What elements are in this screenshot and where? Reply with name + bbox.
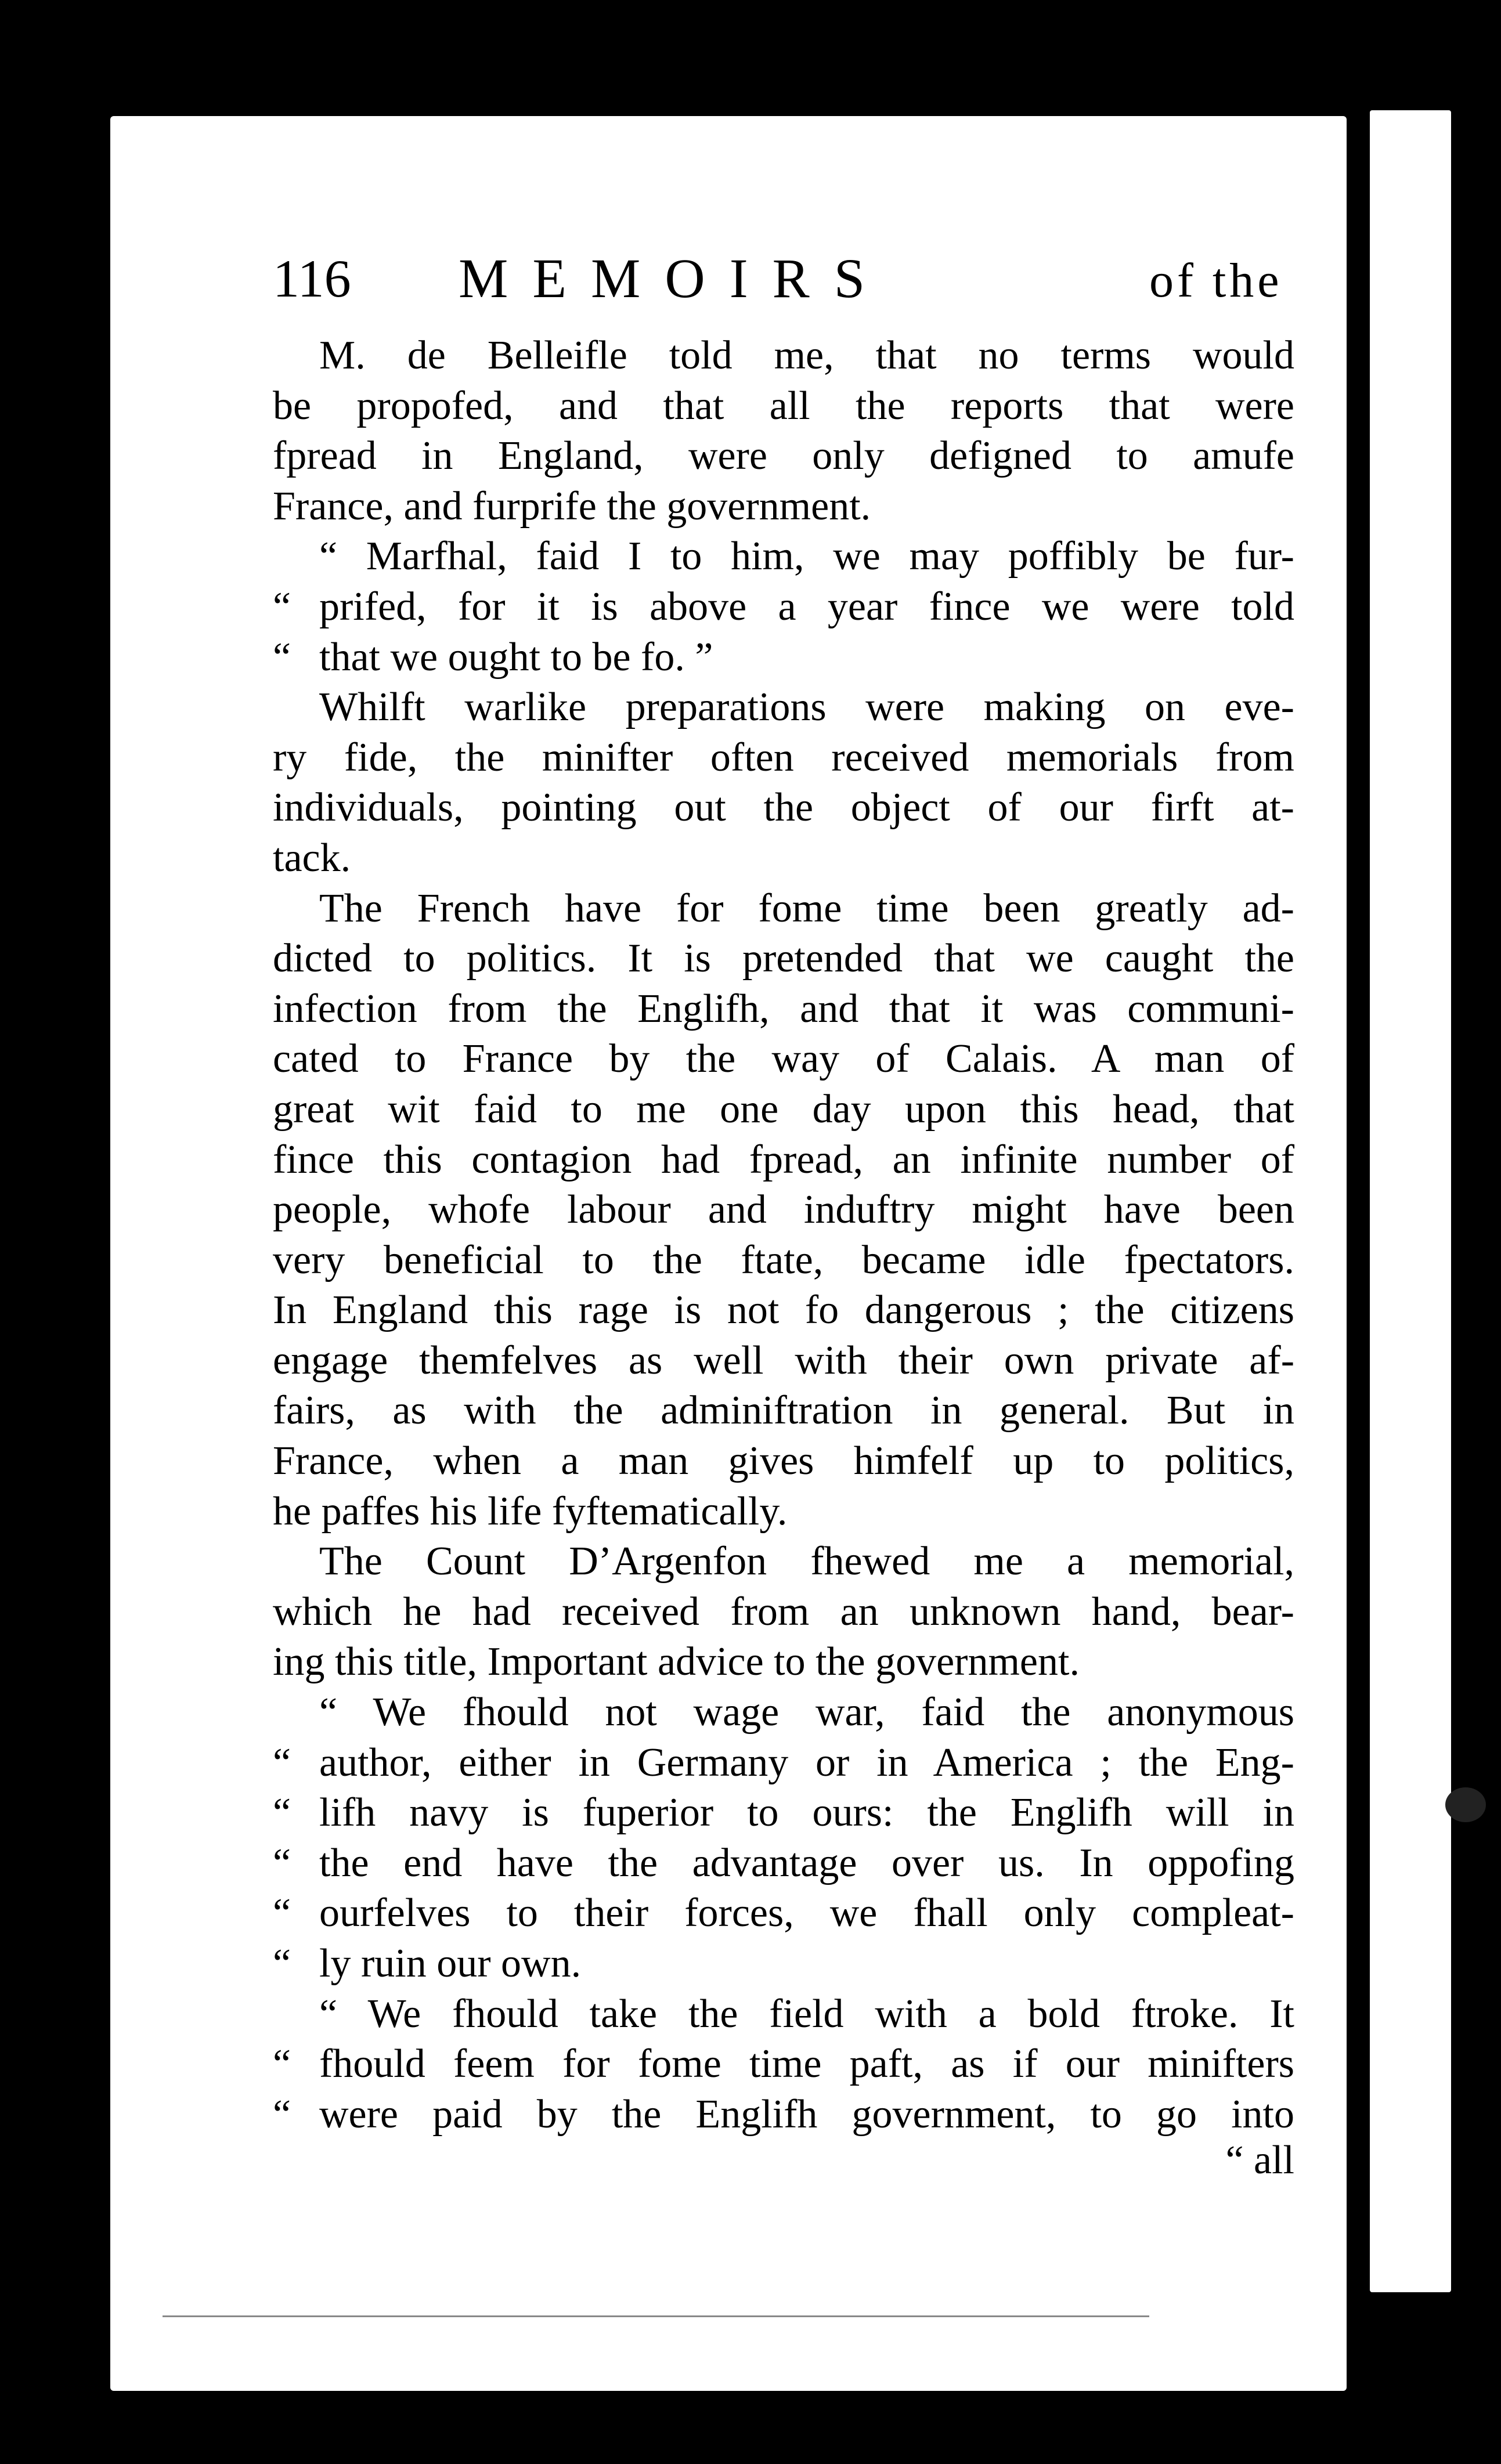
text-line: [273, 2090, 1294, 2140]
text-line: [273, 1034, 1294, 1085]
text-line: [273, 783, 1294, 833]
text-line: [273, 833, 1294, 884]
line-text: that we ought to be fo. ”: [319, 634, 713, 680]
text-line: [273, 1487, 1294, 1537]
text-line: [273, 682, 1294, 733]
text-line: [273, 1336, 1294, 1386]
line-text: M. de Belleifle told me, that no terms would: [319, 333, 1294, 378]
page-number: 116: [273, 249, 351, 308]
line-text: ly ruin our own.: [319, 1941, 582, 1986]
text-line: [273, 1637, 1294, 1688]
text-line: [273, 1436, 1294, 1487]
line-text: France, and furprife the government.: [273, 483, 871, 529]
line-text: France, when a man gives himfelf up to politics,: [273, 1439, 1294, 1484]
quote-mark: “: [273, 2042, 291, 2087]
text-line: [273, 1085, 1294, 1135]
quote-mark: “: [273, 1840, 291, 1885]
text-line: [273, 1989, 1294, 2040]
line-text: In England this rage is not fo dangerous ; the citizens: [273, 1288, 1294, 1333]
text-line: [273, 1135, 1294, 1186]
line-text: ry fide, the minifter often received memorials from: [273, 735, 1294, 780]
line-text: “ We fhould not wage war, faid the anonymous: [319, 1690, 1294, 1735]
quote-mark: “: [273, 1891, 291, 1936]
line-text: infection from the Englifh, and that it was communi-: [273, 986, 1294, 1031]
line-text: The Count D’Argenfon fhewed me a memorial,: [319, 1539, 1294, 1584]
line-text: lifh navy is fuperior to ours: the Englifh will in: [319, 1790, 1294, 1836]
text-line: [273, 331, 1294, 381]
line-text: tack.: [273, 835, 351, 880]
text-line: [273, 1888, 1294, 1939]
text-line: [273, 1738, 1294, 1789]
line-text: dicted to politics. It is pretended that we caught the: [273, 936, 1294, 981]
quote-mark: “: [273, 1941, 291, 1986]
text-line: [273, 633, 1294, 683]
text-line: [273, 934, 1294, 984]
text-line: [273, 1838, 1294, 1889]
page-bottom-edge: [163, 2315, 1149, 2317]
catchword: “ all: [1225, 2138, 1294, 2183]
line-text: the end have the advantage over us. In oppofing: [319, 1840, 1294, 1885]
line-text: individuals, pointing out the object of our firft at-: [273, 785, 1294, 830]
line-text: The French have for fome time been greatly ad-: [319, 886, 1294, 931]
body-text: [273, 331, 1294, 2140]
facing-page-edge: [1370, 110, 1451, 2292]
text-line: [273, 1537, 1294, 1587]
text-line: [273, 482, 1294, 532]
line-text: author, either in Germany or in America ; the Eng-: [319, 1740, 1294, 1785]
text-line: [273, 582, 1294, 633]
text-line: [273, 884, 1294, 934]
quote-mark: “: [273, 634, 291, 680]
line-text: he paffes his life fyftematically.: [273, 1488, 788, 1534]
running-head-tail: of the: [1149, 254, 1283, 308]
line-text: ing this title, Important advice to the government.: [273, 1639, 1080, 1685]
line-text: Whilft warlike preparations were making on eve-: [319, 685, 1294, 730]
line-text: “ We fhould take the field with a bold ftroke. It: [319, 1991, 1294, 2036]
quote-mark: “: [273, 584, 291, 629]
line-text: people, whofe labour and induftry might have been: [273, 1187, 1294, 1233]
quote-mark: “: [273, 1790, 291, 1836]
text-line: [273, 1587, 1294, 1638]
line-text: great wit faid to me one day upon this head, that: [273, 1086, 1294, 1132]
line-text: “ Marfhal, faid I to him, we may poffibly be fur-: [319, 534, 1294, 579]
text-line: [273, 1285, 1294, 1336]
line-text: be propofed, and that all the reports that were: [273, 383, 1294, 428]
line-text: very beneficial to the ftate, became idle fpectators.: [273, 1237, 1294, 1282]
text-line: [273, 532, 1294, 582]
line-text: cated to France by the way of Calais. A man of: [273, 1036, 1294, 1082]
text-line: [273, 1386, 1294, 1436]
text-line: [273, 1788, 1294, 1838]
line-text: fince this contagion had fpread, an infinite number of: [273, 1137, 1294, 1182]
line-text: fpread in England, were only defigned to amufe: [273, 433, 1294, 479]
text-line: [273, 381, 1294, 432]
text-line: [273, 733, 1294, 783]
line-text: ourfelves to their forces, we fhall only compleat-: [319, 1891, 1294, 1936]
text-line: [273, 1235, 1294, 1286]
line-text: fhould feem for fome time paft, as if our minifters: [319, 2042, 1294, 2087]
quote-mark: “: [273, 1740, 291, 1785]
text-line: [273, 1939, 1294, 1989]
line-text: were paid by the Englifh government, to go into: [319, 2091, 1294, 2137]
text-line: [273, 431, 1294, 482]
line-text: engage themfelves as well with their own private af-: [273, 1338, 1294, 1383]
ink-smudge: [1445, 1787, 1486, 1822]
text-line: [273, 1185, 1294, 1235]
line-text: which he had received from an unknown hand, bear-: [273, 1589, 1294, 1634]
quote-mark: “: [273, 2091, 291, 2137]
line-text: prifed, for it is above a year fince we were told: [319, 584, 1294, 629]
running-head: MEMOIRS: [459, 247, 890, 309]
text-line: [273, 2039, 1294, 2090]
line-text: fairs, as with the adminiftration in general. But in: [273, 1388, 1294, 1433]
text-line: [273, 984, 1294, 1035]
text-line: [273, 1688, 1294, 1738]
